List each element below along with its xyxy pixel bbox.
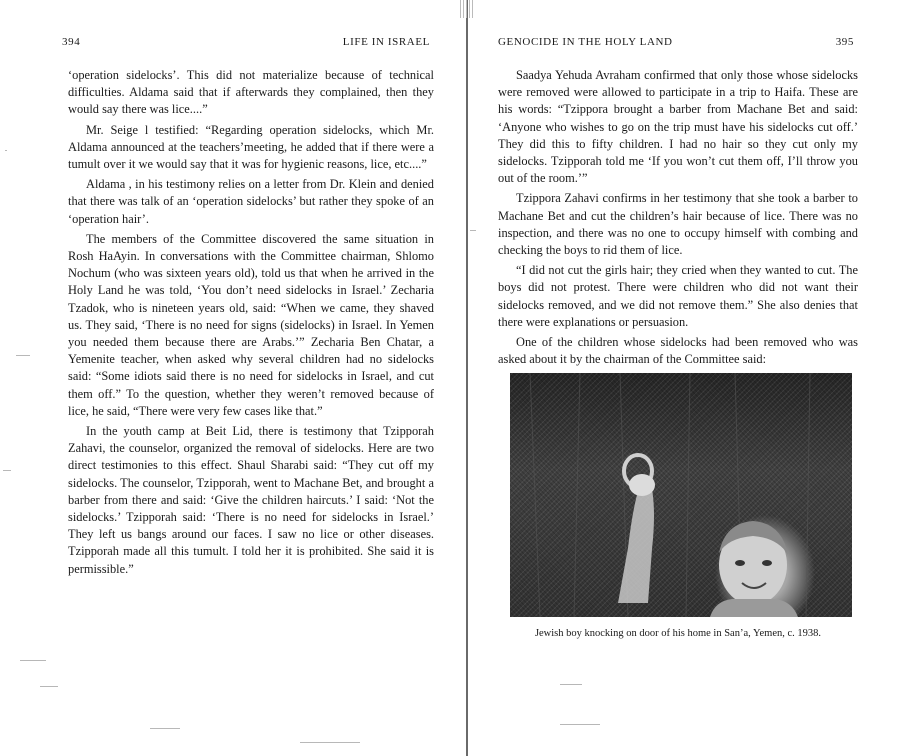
left-running-head: LIFE IN ISRAEL <box>342 36 430 48</box>
photo-boy-at-door <box>510 373 852 617</box>
right-paragraph-2: Tzippora Zahavi confirms in her testimony that she took a barber to Machane Bet and cut the children’s hair because of lice. There was no inspection, and there was no one to occupy himself with combing and checking the boys to rid them of lice. <box>498 191 858 258</box>
right-paragraph-1: Saadya Yehuda Avraham confirmed that only those whose sidelocks were removed were allowed to participate in a trip to Haifa. These are his words: “Tzippora brought a barber from Machane Bet and said: ‘Anyone who wishes to go on the trip must have his sidelocks cut off.’ They did this to fifty children. I had no hair so they cut only my sidelocks. Tzipporah told me ‘If you won’t cut them off, I’ll throw you out of the room.’” <box>498 68 858 186</box>
left-paragraph-3: Aldama , in his testimony relies on a letter from Dr. Klein and denied that there was talk of an ‘operation sidelocks’ but rather they spoke of an ‘operation hair’. <box>68 177 434 226</box>
photo-caption: Jewish boy knocking on door of his home in San’a, Yemen, c. 1938. <box>534 628 822 639</box>
left-page-header <box>62 36 434 54</box>
right-paragraph-4: One of the children whose sidelocks had been removed who was asked about it by the chairman of the Committee said: <box>498 335 858 367</box>
photo-illustration <box>510 373 852 617</box>
right-paragraph-3: “I did not cut the girls hair; they cried when they wanted to cut. The boys did not protest. There were children who did not want their sidelocks removed, and we did not remove them.” She also denies that there were explanations or persuasion. <box>498 263 858 329</box>
left-paragraph-4: The members of the Committee discovered the same situation in Rosh HaAyin. In conversations with the Committee chairman, Shlomo Nochum (who was sixteen years old), told us that when he arrived in the Holy Land he was told, ‘You don’t need sidelocks in Israel.’ Zecharia Tzadok, who is nineteen years old, said: “When we came, they shaved us. They said, ‘There is no need for signs (sidelocks) in Israel. In Yemen you needed them because there are Arabs.’” Zecharia Ben Chatar, a Yemenite teacher, when asked why several children had no sidelocks said: “Some idiots said there is no need for sidelocks in Israel, and cut them off.” To the question, whether they weren’t removed because of lice, he said, “There were very few cases like that.” <box>68 231 434 418</box>
left-paragraph-2: Mr. Seige l testified: “Regarding operation sidelocks, which Mr. Aldama announced at the teachers’meeting, he added that if there were a tumult over it we would say that it was for hygienic reasons, lice, etc....” <box>68 122 434 172</box>
left-page-number: 394 <box>62 36 81 48</box>
left-paragraph-5: In the youth camp at Beit Lid, there is testimony that Tzipporah Zahavi, the counselor, organized the removal of sidelocks. Here are two direct testimonies to this effect. Shaul Sharabi said: “They cut off my sidelocks. The counselor, Tzipporah, went to Machane Bet, and brought a barber from there and said: ‘Give the children haircuts.’ I said: ‘Not the sidelocks.’ Tzipporah said: ‘There is no need for sidelocks in Israel.’ They left us bangs around our faces. I saw no lice or other diseases. Tzipporah made all this tumult. I told her it is prohibited. She said it is permissible.” <box>68 424 434 576</box>
right-page-header <box>498 36 858 54</box>
right-page-body <box>498 67 858 371</box>
right-running-head: GENOCIDE IN THE HOLY LAND <box>498 36 673 48</box>
book-gutter <box>466 0 468 756</box>
left-page-body <box>68 67 434 581</box>
gutter-shadow <box>460 0 474 18</box>
left-paragraph-1: ‘operation sidelocks’. This did not materialize because of technical difficulties. Aldama said that if afterwards they complained, then they would say there was lice....” <box>68 68 434 117</box>
right-page-number: 395 <box>835 36 854 48</box>
